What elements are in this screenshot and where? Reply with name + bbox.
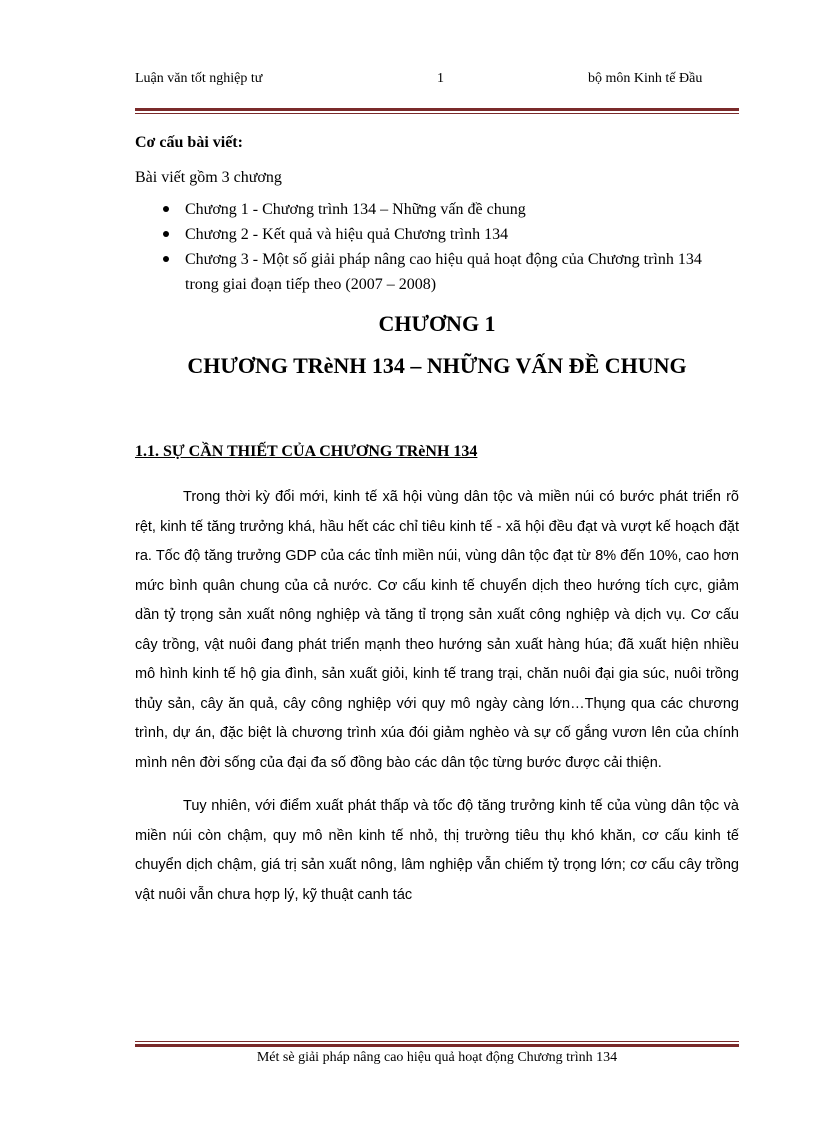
header-department: bộ môn Kinh tế Đầu <box>588 71 703 86</box>
chapter-number: CHƯƠNG 1 <box>378 311 496 336</box>
footer-divider <box>135 1041 739 1047</box>
bullet-icon <box>163 206 169 212</box>
body-paragraph: Trong thời kỳ đổi mới, kinh tế xã hội vùng dân tộc và miền núi có bước phát triển rõ rệt, kinh tế tăng trưởng khá, hầu hết các chỉ tiêu kinh tế - xã hội đều đạt và vượt kế hoạch đặt ra. Tốc độ tăng trưởng GDP của các tỉnh miền núi, vùng dân tộc đạt từ 8% đến 10%, cao hơn mức bình quân chung của cả nước. Cơ cấu kinh tế chuyển dịch theo hướng tích cực, giảm dần tỷ trọng sản xuất nông nghiệp và tăng tỉ trọng sản xuất công nghiệp và dịch vụ. Cơ cấu cây trồng, vật nuôi đang phát triển mạnh theo hướng sản xuất hàng húa; đã xuất hiện nhiều mô hình kinh tế hộ gia đình, sản xuất giỏi, kinh tế trang trại, chăn nuôi đại gia súc, nuôi trồng thủy sản, cây ăn quả, cây công nghiệp với quy mô ngày càng lớn…Thụng qua các chương trình, dự án, đặc biệt là chương trình xúa đói giảm nghèo và sự cố gắng vươn lên của chính mình nên đời sống của đại đa số đồng bào các dân tộc từng bước được cải thiện. <box>135 489 739 771</box>
section-heading: 1.1. SỰ CẦN THIẾT CỦA CHƯƠNG TRèNH 134 <box>135 443 478 460</box>
header-thesis-label: Luận văn tốt nghiệp tư <box>135 71 263 86</box>
body-paragraph: Tuy nhiên, với điểm xuất phát thấp và tốc độ tăng trưởng kinh tế của vùng dân tộc và miền núi còn chậm, quy mô nền kinh tế nhỏ, thị trường tiêu thụ khó khăn, cơ cấu kinh tế chuyển dịch chậm, giá trị sản xuất nông, lâm nghiệp vẫn chiếm tỷ trọng lớn; cơ cấu cây trồng vật nuôi vẫn chưa hợp lý, kỹ thuật canh tác <box>135 798 739 903</box>
header-divider <box>135 108 739 114</box>
chapter-title: CHƯƠNG TRèNH 134 – NHỮNG VẤN ĐỀ CHUNG <box>187 353 687 378</box>
bullet-icon <box>163 256 169 262</box>
chapter-outline <box>135 197 739 297</box>
structure-title: Cơ cấu bài viết: <box>135 134 243 151</box>
header-page-number: 1 <box>437 71 444 86</box>
outline-item: Chương 2 - Kết quả và hiệu quả Chương trình 134 <box>135 222 739 247</box>
page-body <box>135 132 739 910</box>
structure-subtitle: Bài viết gồm 3 chương <box>135 169 282 186</box>
outline-item: Chương 3 - Một số giải pháp nâng cao hiệu quả hoạt động của Chương trình 134 trong giai đoạn tiếp theo (2007 – 2008) <box>135 247 739 297</box>
page-footer: Mét sè giải pháp nâng cao hiệu quả hoạt động Chương trình 134 <box>256 1050 618 1065</box>
bullet-icon <box>163 231 169 237</box>
outline-item: Chương 1 - Chương trình 134 – Những vấn đề chung <box>135 197 739 222</box>
